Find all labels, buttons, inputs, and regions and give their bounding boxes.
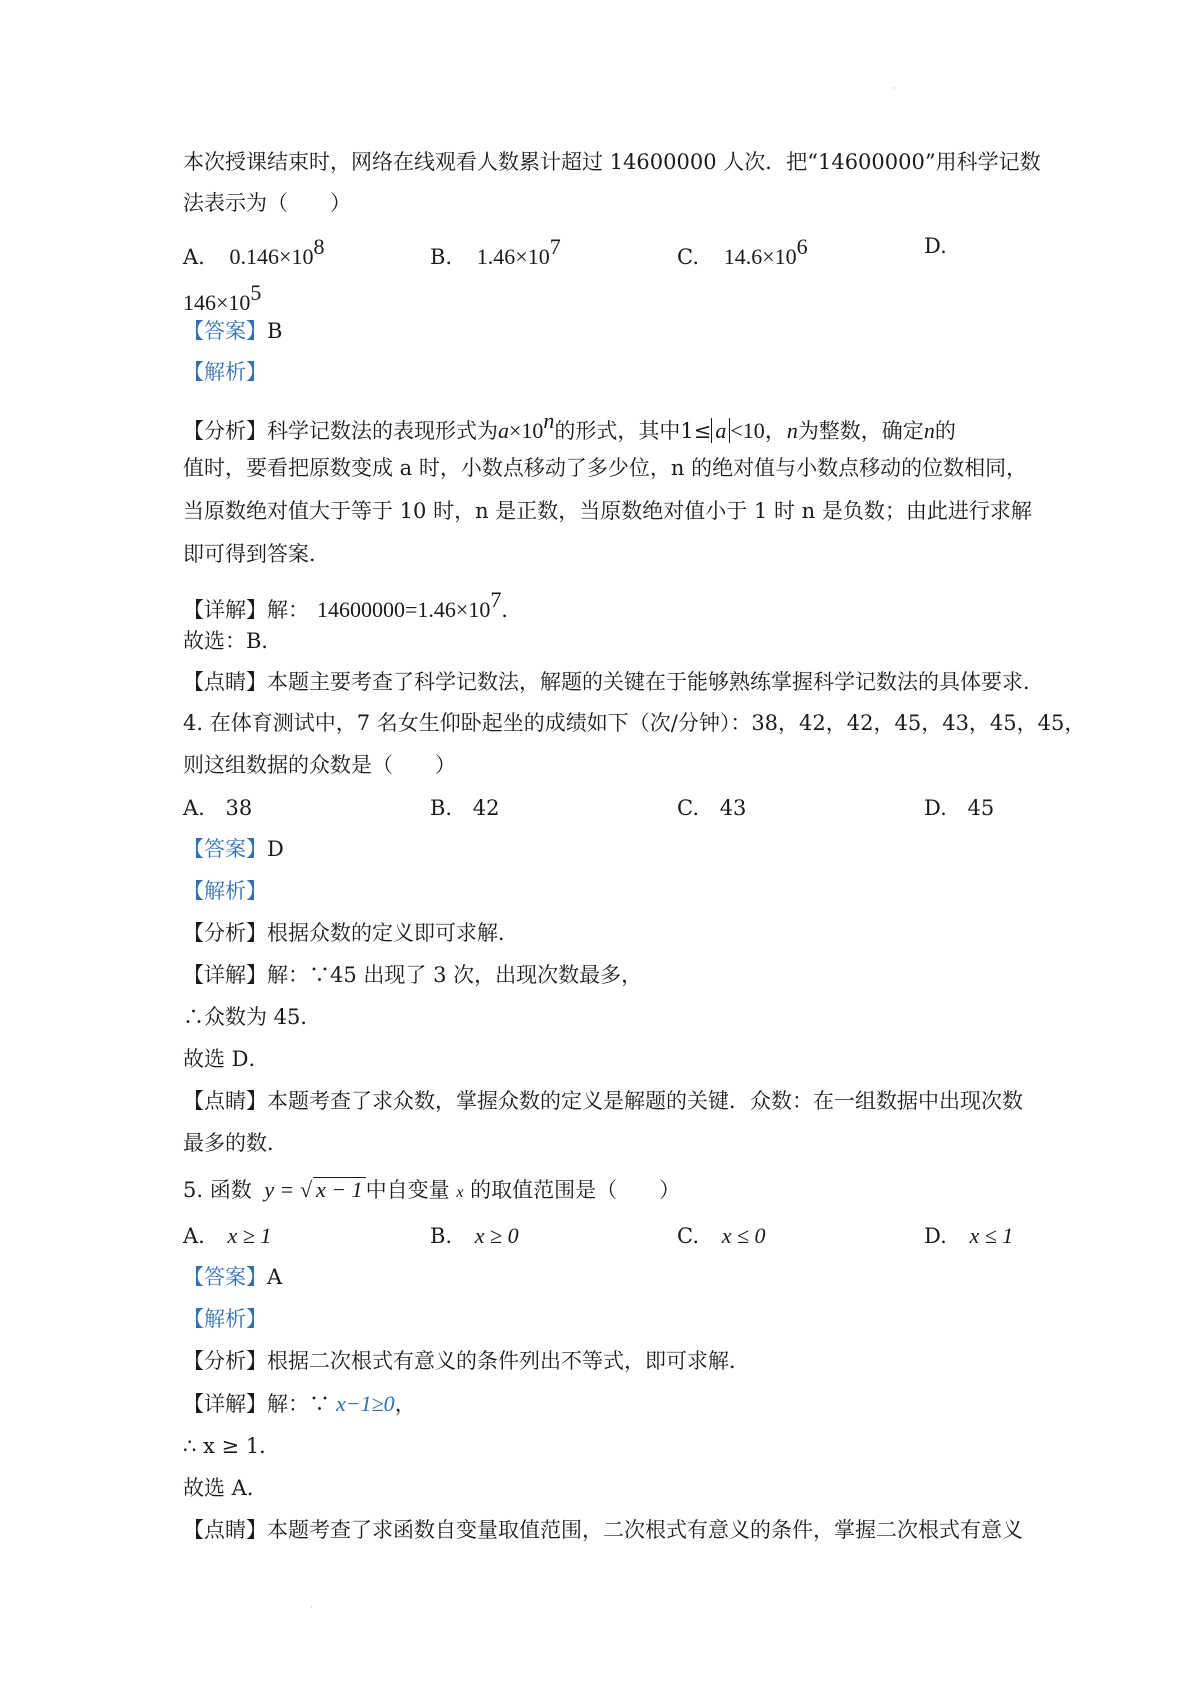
q3-fenxi-line1 <box>183 410 956 442</box>
math-op: <10， <box>730 418 787 443</box>
q4-option-c <box>677 798 746 819</box>
q5-therefore: ∴ x ≥ 1． <box>183 1434 281 1458</box>
option-value: x ≥ 0 <box>474 1223 519 1248</box>
q4-answer <box>183 839 284 860</box>
answer-tag: 【答案】 <box>183 319 267 343</box>
sqrt-radicand: x − 1 <box>313 1177 366 1202</box>
point-text: 本题主要考查了科学记数法，解题的关键在于能够熟练掌握科学记数法的具体要求． <box>267 670 1044 694</box>
stem-text: 5. 函数 <box>183 1178 252 1202</box>
q5-detail <box>183 1393 416 1415</box>
answer-value: A <box>267 1265 283 1289</box>
option-exponent: 8 <box>313 234 325 259</box>
q4-stem-line1: 4. 在体育测试中，7 名女生仰卧起坐的成绩如下（次/分钟）：38，42，42，45，43，45，45， <box>183 711 1086 735</box>
q3-fenxi-line3: 当原数绝对值大于等于 10 时，n 是正数，当原数绝对值小于 1 时 n 是负数；由此进行求解 <box>183 499 1032 523</box>
q5-option-b <box>430 1225 519 1247</box>
option-label: A. <box>183 1224 205 1248</box>
option-value: 0.146×10 <box>229 244 314 269</box>
option-label: B. <box>430 796 453 820</box>
scan-mark-bottom: · <box>310 1603 313 1612</box>
option-value: 42 <box>472 796 500 820</box>
math-var: a <box>498 418 509 443</box>
option-label: D. <box>924 796 947 820</box>
point-text: 本题考查了求函数自变量取值范围，二次根式有意义的条件，掌握二次根式有意义 <box>267 1518 1023 1542</box>
q3-option-d-label: D. <box>924 234 947 258</box>
q3-option-d <box>183 282 261 314</box>
option-value: x ≤ 0 <box>721 1223 766 1248</box>
detail-exponent: 7 <box>490 587 502 612</box>
q3-fenxi-line4: 即可得到答案． <box>183 542 330 566</box>
q4-therefore: ∴众数为 45． <box>183 1005 322 1029</box>
answer-value: D <box>267 837 284 861</box>
q4-point-line2: 最多的数． <box>183 1131 288 1155</box>
q5-point <box>183 1520 1023 1541</box>
detail-text: ， <box>394 1392 416 1416</box>
detail-text: 解： <box>267 598 309 622</box>
math-var: x <box>456 1184 464 1201</box>
q4-option-b <box>430 798 500 819</box>
math-op: = <box>280 1177 294 1202</box>
fenxi-text: 科学记数法的表现形式为 <box>267 419 498 443</box>
option-label: D. <box>924 1224 947 1248</box>
option-value: 14.6×10 <box>723 244 797 269</box>
q5-option-d <box>924 1225 1013 1247</box>
option-value: x ≥ 1 <box>227 1223 272 1248</box>
math-op: ×10 <box>509 418 544 443</box>
q3-fenxi-line2: 值时，要看把原数变成 a 时，小数点移动了多少位，n 的绝对值与小数点移动的位数相同， <box>183 456 1028 480</box>
fenxi-tag: 【分析】 <box>183 1349 267 1373</box>
q4-choose: 故选 D． <box>183 1047 270 1071</box>
option-value: x ≤ 1 <box>969 1223 1014 1248</box>
answer-tag: 【答案】 <box>183 837 267 861</box>
math-var: n <box>923 418 935 443</box>
q3-stem-line1: 本次授课结束时，网络在线观看人数累计超过 14600000 人次．把“14600000”用科学记数 <box>183 150 1041 174</box>
q3-option-a <box>183 236 324 268</box>
math-var: n <box>786 418 798 443</box>
option-exponent: 5 <box>250 280 262 305</box>
point-tag: 【点睛】 <box>183 670 267 694</box>
fenxi-text: 的形式，其中1≤ <box>554 419 712 443</box>
stem-text: 的取值范围是（ ） <box>470 1178 681 1202</box>
q3-option-c <box>677 236 808 268</box>
point-tag: 【点睛】 <box>183 1089 267 1113</box>
detail-math: 14600000=1.46×10 <box>317 597 491 622</box>
math-var: y <box>264 1177 275 1202</box>
option-value: 38 <box>225 796 253 820</box>
option-exponent: 6 <box>796 234 808 259</box>
q5-option-c <box>677 1225 766 1247</box>
option-value: 43 <box>719 796 747 820</box>
q4-fenxi <box>183 923 519 944</box>
detail-tag: 【详解】 <box>183 598 267 622</box>
q3-answer <box>183 321 282 342</box>
option-label: C. <box>677 796 699 820</box>
fenxi-tag: 【分析】 <box>183 419 267 443</box>
point-tag: 【点睛】 <box>183 1518 267 1542</box>
q5-fenxi <box>183 1351 750 1372</box>
q4-point-line1 <box>183 1091 1023 1112</box>
math-abs: a <box>711 418 730 443</box>
fenxi-text: 根据众数的定义即可求解． <box>267 921 519 945</box>
q3-stem-line2: 法表示为（ ） <box>183 191 351 215</box>
fenxi-text: 为整数，确定 <box>797 419 924 443</box>
math-exp: n <box>543 408 555 433</box>
q3-analysis-tag: 【解析】 <box>183 360 267 384</box>
option-exponent: 7 <box>549 234 561 259</box>
q3-option-b <box>430 236 561 268</box>
sqrt-radical: √ <box>299 1177 313 1202</box>
detail-tag: 【详解】 <box>183 1392 267 1416</box>
option-label: C. <box>677 245 699 269</box>
q3-point <box>183 672 1044 693</box>
option-label: A. <box>183 796 205 820</box>
detail-text: ． <box>501 598 523 622</box>
q3-detail <box>183 589 522 621</box>
detail-tag: 【详解】 <box>183 963 267 987</box>
fenxi-text: 根据二次根式有意义的条件列出不等式，即可求解． <box>267 1349 750 1373</box>
q4-option-d <box>924 798 994 819</box>
q5-option-a <box>183 1225 271 1247</box>
q5-analysis-tag: 【解析】 <box>183 1307 267 1331</box>
q4-analysis-tag: 【解析】 <box>183 879 267 903</box>
detail-text: 解：∵ <box>267 1392 330 1416</box>
stem-text: 中自变量 <box>365 1178 450 1202</box>
q4-stem-line2: 则这组数据的众数是（ ） <box>183 753 456 777</box>
q4-option-a <box>183 798 252 819</box>
fenxi-tag: 【分析】 <box>183 921 267 945</box>
scan-mark-top: · <box>893 84 896 93</box>
detail-math: x−1≥0 <box>336 1391 395 1416</box>
option-label: C. <box>677 1224 699 1248</box>
option-value: 1.46×10 <box>476 244 550 269</box>
fenxi-text: 的 <box>934 419 956 443</box>
option-label: B. <box>430 245 453 269</box>
point-text: 本题考查了求众数，掌握众数的定义是解题的关键．众数：在一组数据中出现次数 <box>267 1089 1023 1113</box>
q5-answer <box>183 1267 282 1288</box>
option-label: B. <box>430 1224 453 1248</box>
option-value: 146×10 <box>183 290 251 315</box>
detail-text: 解：∵45 出现了 3 次，出现次数最多， <box>267 963 643 987</box>
answer-value: B <box>267 319 283 343</box>
q5-choose: 故选 A． <box>183 1476 268 1500</box>
q3-choose: 故选：B． <box>183 629 283 653</box>
q4-detail <box>183 965 642 986</box>
option-value: 45 <box>967 796 995 820</box>
q5-stem <box>183 1177 680 1202</box>
option-label: A. <box>183 245 205 269</box>
answer-tag: 【答案】 <box>183 1265 267 1289</box>
